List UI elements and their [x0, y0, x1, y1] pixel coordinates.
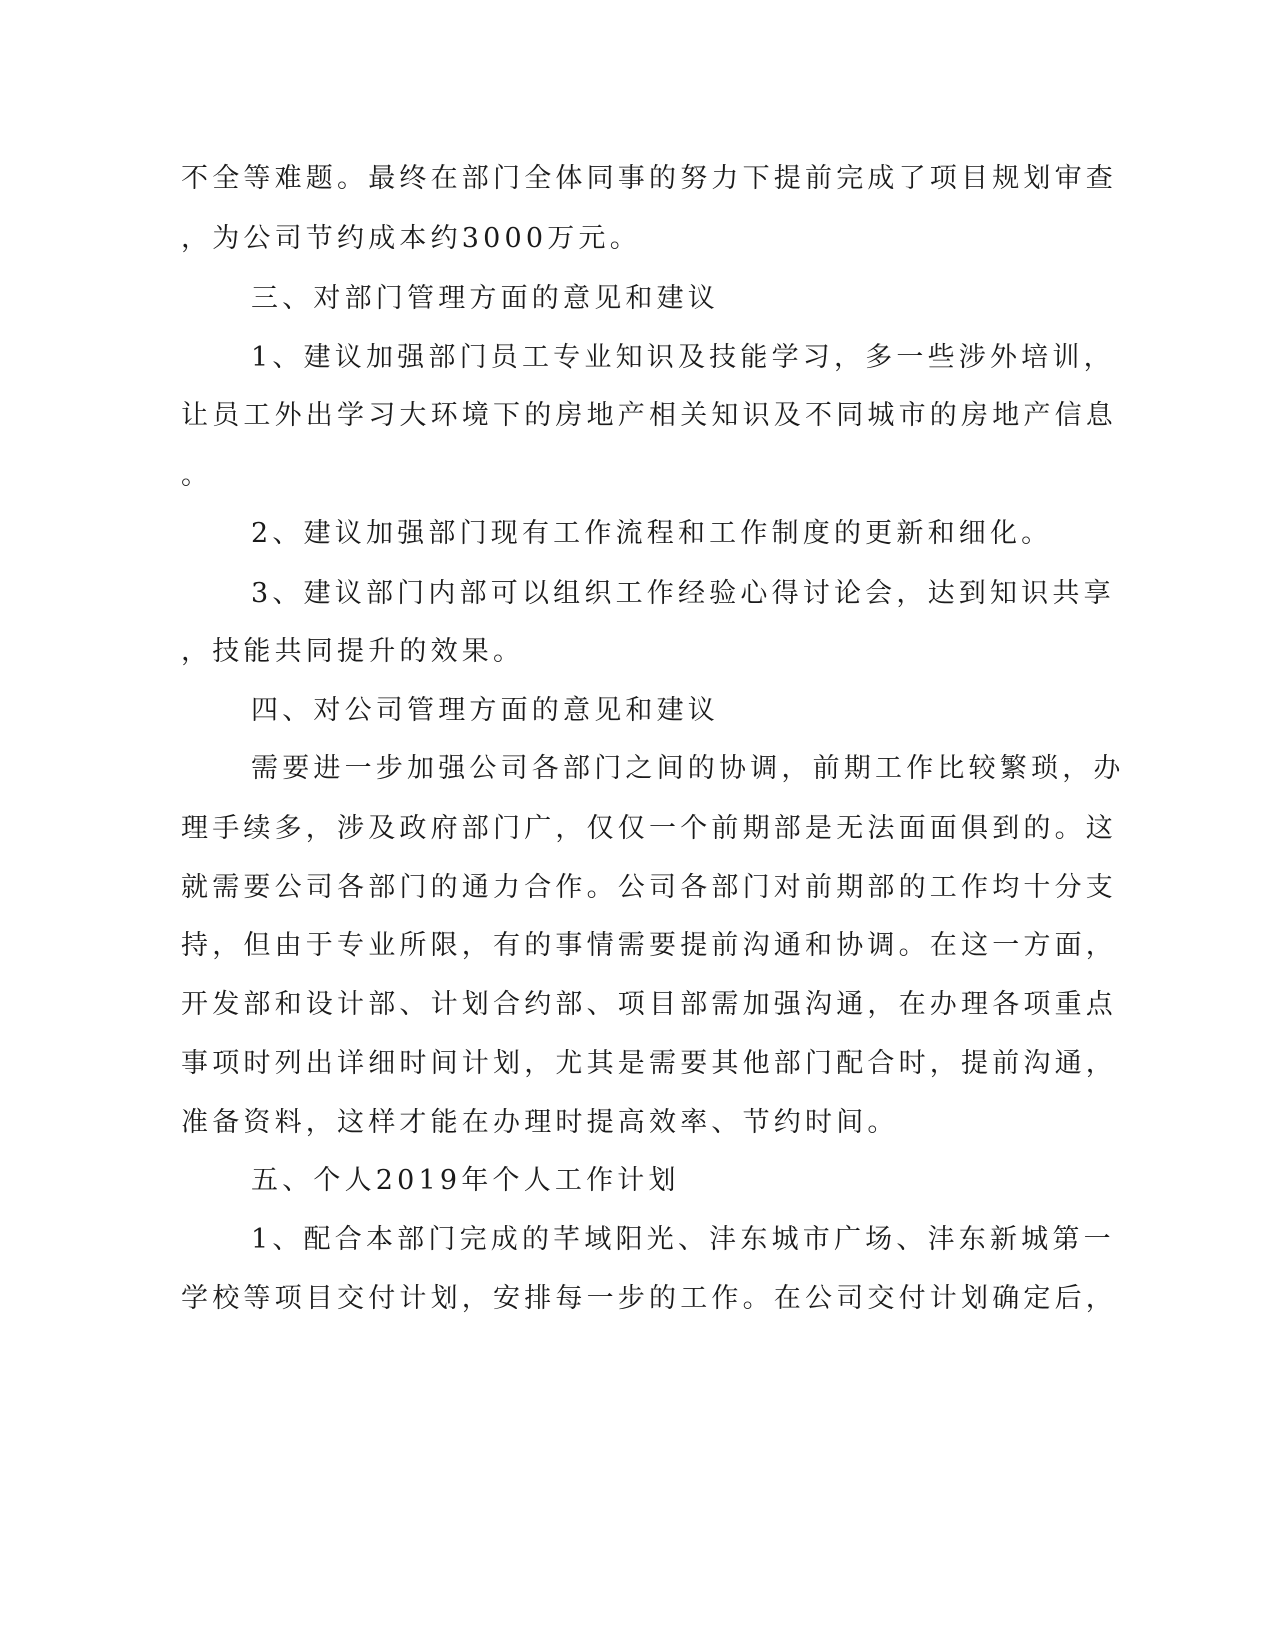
list-item-text: 3、建议部门内部可以组织工作经验心得讨论会，达到知识共享: [251, 578, 1115, 609]
list-item-text: 1、配合本部门完成的芊域阳光、沣东城市广场、沣东新城第一: [251, 1224, 1115, 1255]
body-text-line: 事项时列出详细时间计划，尤其是需要其他部门配合时，提前沟通，: [181, 1048, 1117, 1079]
section-heading: 五、个人2019年个人工作计划: [251, 1165, 680, 1196]
list-item-text: 1、建议加强部门员工专业知识及技能学习，多一些涉外培训，: [251, 342, 1115, 373]
body-text-line: 准备资料，这样才能在办理时提高效率、节约时间。: [181, 1107, 899, 1138]
list-item-text: 2、建议加强部门现有工作流程和工作制度的更新和细化。: [251, 518, 1053, 549]
body-text-line: 开发部和设计部、计划合约部、项目部需加强沟通，在办理各项重点: [181, 989, 1117, 1020]
body-text-line: 理手续多，涉及政府部门广，仅仅一个前期部是无法面面俱到的。这: [181, 813, 1117, 844]
body-text-line: ，技能共同提升的效果。: [181, 636, 525, 667]
paragraph-start: 需要进一步加强公司各部门之间的协调，前期工作比较繁琐，办: [251, 753, 1125, 784]
section-heading: 四、对公司管理方面的意见和建议: [251, 695, 719, 726]
body-text-line: 持，但由于专业所限，有的事情需要提前沟通和协调。在这一方面，: [181, 930, 1117, 961]
body-text-line: 就需要公司各部门的通力合作。公司各部门对前期部的工作均十分支: [181, 872, 1117, 903]
body-text-line: 让员工外出学习大环境下的房地产相关知识及不同城市的房地产信息: [181, 400, 1117, 431]
body-text-line: 学校等项目交付计划，安排每一步的工作。在公司交付计划确定后，: [181, 1283, 1117, 1314]
body-text-line: 不全等难题。最终在部门全体同事的努力下提前完成了项目规划审查: [181, 163, 1117, 194]
section-heading: 三、对部门管理方面的意见和建议: [251, 283, 719, 314]
body-text-line: ，为公司节约成本约3000万元。: [181, 223, 641, 254]
body-text-line: 。: [181, 460, 213, 491]
